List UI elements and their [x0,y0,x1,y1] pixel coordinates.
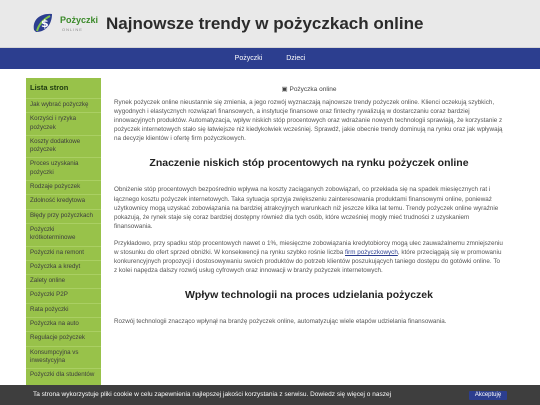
sidebar [26,78,101,405]
cookie-text: Ta strona wykorzystuje pliki cookie w celu zapewnienia najlepszej jakości korzystania z serwisu. Dowiedz się więcej o naszej [33,391,392,398]
sidebar-item[interactable]: Pożyczki krótkoterminowe [26,223,101,246]
sidebar-item[interactable]: Rata pożyczki [26,303,101,317]
top-nav [0,48,540,69]
sidebar-item[interactable]: Pożyczki P2P [26,288,101,302]
cookie-accept-button[interactable]: Akceptuję [469,391,507,400]
content-container [26,70,515,405]
section-heading-rates: Znaczenie niskich stóp procentowych na rynku pożyczek online [149,157,469,170]
paragraph-text: , które przeciągają się w promowaniu konkurencyjnych propozycji i dostosowywaniu swoich produktów do potrzeb klientów poszukujących taniego dostępu do gotówki online. To z kolei napędza dalszy rozwój usług cyfrowych oraz innowacji w branży pożyczek internetowych. [114,249,502,275]
sidebar-item[interactable]: Konsumpcyjna vs inwestycyjna [26,346,101,369]
sidebar-item[interactable]: Rodzaje pożyczek [26,180,101,194]
sidebar-item[interactable]: Korzyści i ryzyka pożyczek [26,112,101,135]
paragraph-rates-2 [114,239,504,275]
sidebar-item[interactable]: Pożyczki dla studentów [26,368,101,382]
main-article [114,78,504,334]
sidebar-item[interactable]: Pożyczka a kredyt [26,260,101,274]
sidebar-item[interactable]: Pożyczka na auto [26,317,101,331]
svg-text:$: $ [41,17,49,30]
sidebar-item[interactable]: Jak wybrać pożyczkę [26,98,101,112]
logo-subtext: ONLINE [62,27,83,32]
sidebar-item[interactable]: Pożyczki na remont [26,246,101,260]
paragraph-technology: Rozwój technologii znacząco wpłynął na branżę pożyczek online, automatyzując wiele etapów udzielania finansowania. [114,318,447,326]
sidebar-item[interactable]: Zalety online [26,274,101,288]
sidebar-item[interactable]: Błędy przy pożyczkach [26,209,101,223]
broken-image-icon: ▣ [281,86,288,93]
site-header [0,0,540,48]
nav-item-pozyczki[interactable]: Pożyczki [234,55,263,62]
money-leaf-logo-icon [30,10,56,36]
sidebar-item[interactable]: Proces uzyskania pożyczki [26,157,101,180]
sidebar-title: Lista stron [30,83,69,92]
paragraph-rates-1: Obniżenie stóp procentowych bezpośrednio wpływa na koszty zaciąganych zobowiązań, co przekłada się na spadek miesięcznych rat i łącznego kosztu pożyczek internetowych. Taka sytuacja sprzyja zwiększeniu zainteresowania produktami finansowymi online, ponieważ użytkownicy mogą uzyskać zobowiązania na bardziej atrakcyjnych warunkach niż jeszcze kilka lat temu. Trendy pożyczek online wyraźnie pokazują, że rynek staje się coraz bardziej dostępny również dla tych osób, które wcześniej mogły mieć trudności z uzyskaniem finansowania. [114,186,499,230]
hero-image-placeholder [114,78,504,98]
paragraph-text: Przykładowo, przy spadku stóp procentowych nawet o 1%, miesięczne zobowiązania kredytobiorcy mogą ulec zauważalnemu zmniejszeniu w stosunku do ofert sprzed obniżki. W konsekwencji na rynku szybko rośnie liczba [114,239,503,257]
site-title: Najnowsze trendy w pożyczkach online [106,14,424,33]
sidebar-item[interactable]: Regulacje pożyczek [26,331,101,345]
logo-text: Pożyczki [60,15,99,25]
nav-item-dzieci[interactable]: Dzieci [286,55,306,62]
firm-pozyczkowych-link[interactable]: firm pożyczkowych [345,249,398,257]
site-logo[interactable] [30,8,100,40]
sidebar-item[interactable]: Zdolność kredytowa [26,194,101,208]
intro-paragraph: Rynek pożyczek online nieustannie się zmienia, a jego rozwój wyznaczają najnowsze trendy pożyczek online. Klienci oczekują szybkich, wygodnych i elastycznych rozwiązań finansowych, a instytucje finansowe oraz fintechy rywalizują w dostarczaniu coraz bardziej innowacyjnych produktów. Automatyzacja, wpływ niskich stóp procentowych oraz wdrażanie nowych technologii sprawiają, że korzystanie z pożyczek internetowych stało się łatwiejsze niż kiedykolwiek wcześniej. Sprawdź, jakie obecnie trendy dominują na rynku oraz jak wpływają na decyzje klientów i ofertę firm pożyczkowych. [114,99,503,143]
hero-image-alt: Pożyczka online [289,86,337,93]
cookie-banner [0,385,540,405]
sidebar-item[interactable]: Koszty dodatkowe pożyczek [26,135,101,158]
section-heading-technology: Wpływ technologii na proces udzielania pożyczek [185,289,433,302]
